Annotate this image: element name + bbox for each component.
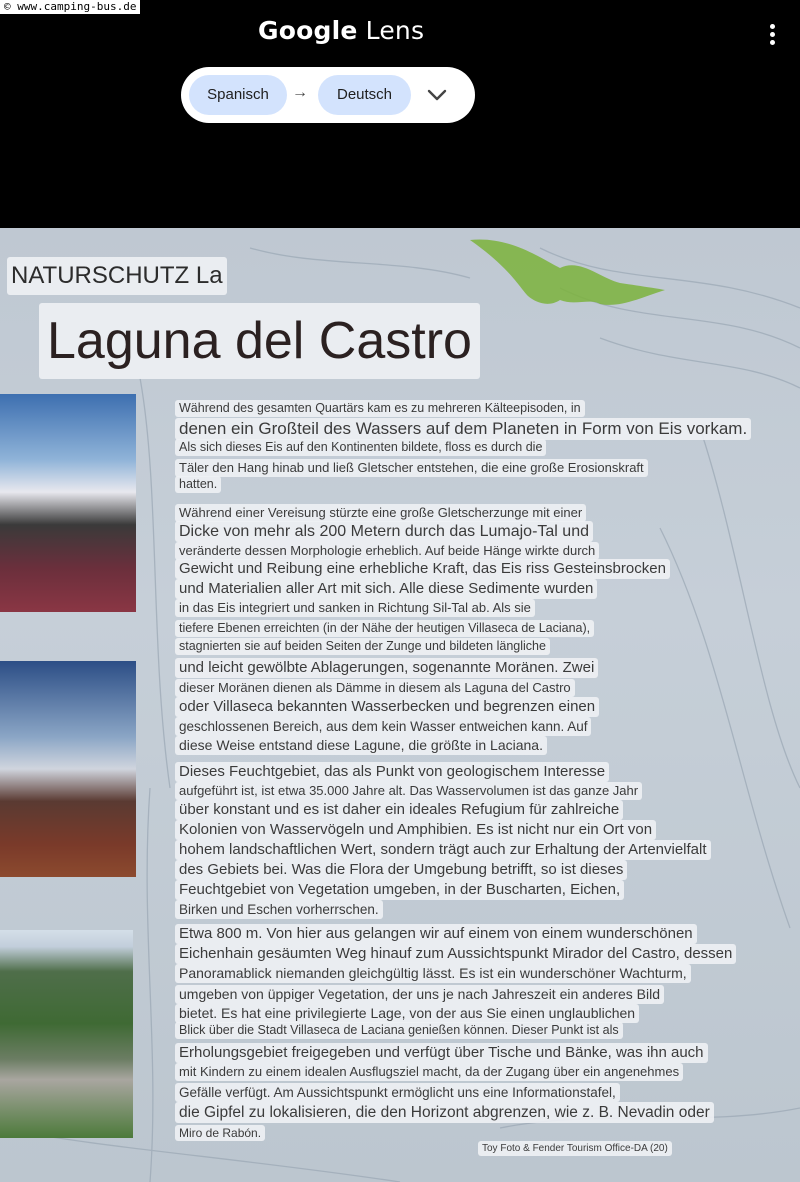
text-line: aufgeführt ist, ist etwa 35.000 Jahre alt. Das Wasservolumen ist das ganze Jahr: [175, 782, 642, 800]
text-line: und Materialien aller Art mit sich. Alle diese Sedimente wurden: [175, 579, 597, 599]
text-line: hohem landschaftlichen Wert, sondern trägt auch zur Erhaltung der Artenvielfalt: [175, 840, 711, 860]
text-line: Dieses Feuchtgebiet, das als Punkt von geologischem Interesse: [175, 762, 609, 782]
text-line: Birken und Eschen vorherrschen.: [175, 900, 383, 919]
lens-header: [0, 0, 800, 228]
text-line: Eichenhain gesäumten Weg hinauf zum Aussichtspunkt Mirador del Castro, dessen: [175, 944, 736, 964]
text-line: und leicht gewölbte Ablagerungen, sogenannte Moränen. Zwei: [175, 658, 598, 678]
app-title: Google Lens: [258, 16, 425, 45]
text-line: Dicke von mehr als 200 Metern durch das Lumajo-Tal und: [175, 521, 593, 542]
photo-credit: Toy Foto & Fender Tourism Office-DA (20): [478, 1141, 672, 1156]
text-line: Miro de Rabón.: [175, 1125, 265, 1141]
text-line: Täler den Hang hinab und ließ Gletscher entstehen, die eine große Erosionskraft: [175, 459, 648, 477]
text-line: Während einer Vereisung stürzte eine große Gletscherzunge mit einer: [175, 504, 586, 522]
translated-image: [0, 228, 800, 1182]
text-line: Panoramablick niemanden gleichgültig lässt. Es ist ein wunderschöner Wachturm,: [175, 964, 691, 983]
text-line: hatten.: [175, 476, 221, 493]
text-line: Blick über die Stadt Villaseca de Laciana genießen können. Dieser Punkt ist als: [175, 1022, 623, 1039]
more-vert-icon[interactable]: [764, 24, 780, 48]
text-line: die Gipfel zu lokalisieren, die den Horizont abgrenzen, wie z. B. Nevadin oder: [175, 1102, 714, 1123]
text-line: Kolonien von Wasservögeln und Amphibien. Es ist nicht nur ein Ort von: [175, 820, 656, 840]
text-line: in das Eis integriert und sanken in Richtung Sil-Tal ab. Als sie: [175, 599, 535, 617]
text-line: veränderte dessen Morphologie erheblich. Auf beide Hänge wirkte durch: [175, 542, 599, 560]
text-line: Etwa 800 m. Von hier aus gelangen wir auf einem von einem wunderschönen: [175, 924, 697, 944]
text-line: bietet. Es hat eine privilegierte Lage, von der aus Sie einen unglaublichen: [175, 1004, 639, 1023]
text-line: Als sich dieses Eis auf den Kontinenten bildete, floss es durch die: [175, 439, 546, 456]
text-line: Während des gesamten Quartärs kam es zu mehreren Kälteepisoden, in: [175, 400, 585, 417]
text-line: tiefere Ebenen erreichten (in der Nähe der heutigen Villaseca de Laciana),: [175, 620, 594, 637]
text-line: umgeben von üppiger Vegetation, der uns je nach Jahreszeit ein anderes Bild: [175, 985, 664, 1004]
text-line: dieser Moränen dienen als Dämme in diesem als Laguna del Castro: [175, 679, 575, 697]
text-line: geschlossenen Bereich, aus dem kein Wasser entweichen kann. Auf: [175, 717, 591, 736]
text-line: stagnierten sie auf beiden Seiten der Zunge und bildeten längliche: [175, 638, 550, 655]
text-line: Gefälle verfügt. Am Aussichtspunkt ermöglicht uns eine Informationstafel,: [175, 1083, 620, 1102]
text-line: diese Weise entstand diese Lagune, die größte in Laciana.: [175, 736, 547, 755]
target-language-button[interactable]: Deutsch: [318, 75, 411, 115]
arrow-right-icon: →: [292, 84, 308, 101]
landscape-photo-1: [0, 394, 136, 612]
text-line: oder Villaseca bekannten Wasserbecken und begrenzen einen: [175, 697, 599, 717]
landscape-photo-3: [0, 930, 133, 1138]
text-line: Erholungsgebiet freigegeben und verfügt über Tische und Bänke, was ihn auch: [175, 1043, 708, 1063]
watermark: © www.camping-bus.de: [0, 0, 140, 14]
text-line: Gewicht und Reibung eine erhebliche Kraft, das Eis riss Gesteinsbrocken: [175, 559, 670, 579]
green-leaf-logo: [470, 240, 665, 305]
landscape-photo-2: [0, 661, 136, 877]
sign-title: Laguna del Castro: [39, 303, 480, 379]
language-selector: [181, 67, 475, 123]
text-line: des Gebiets bei. Was die Flora der Umgebung betrifft, so ist dieses: [175, 860, 627, 880]
text-line: Feuchtgebiet von Vegetation umgeben, in der Buscharten, Eichen,: [175, 880, 624, 900]
text-line: denen ein Großteil des Wassers auf dem Planeten in Form von Eis vorkam.: [175, 418, 751, 440]
chevron-down-icon[interactable]: [425, 85, 449, 105]
text-line: mit Kindern zu einem idealen Ausflugsziel macht, da der Zugang über ein angenehmes: [175, 1063, 683, 1081]
source-language-button[interactable]: Spanisch: [189, 75, 287, 115]
sign-header: NATURSCHUTZ La: [7, 257, 227, 295]
text-line: über konstant und es ist daher ein ideales Refugium für zahlreiche: [175, 800, 623, 820]
